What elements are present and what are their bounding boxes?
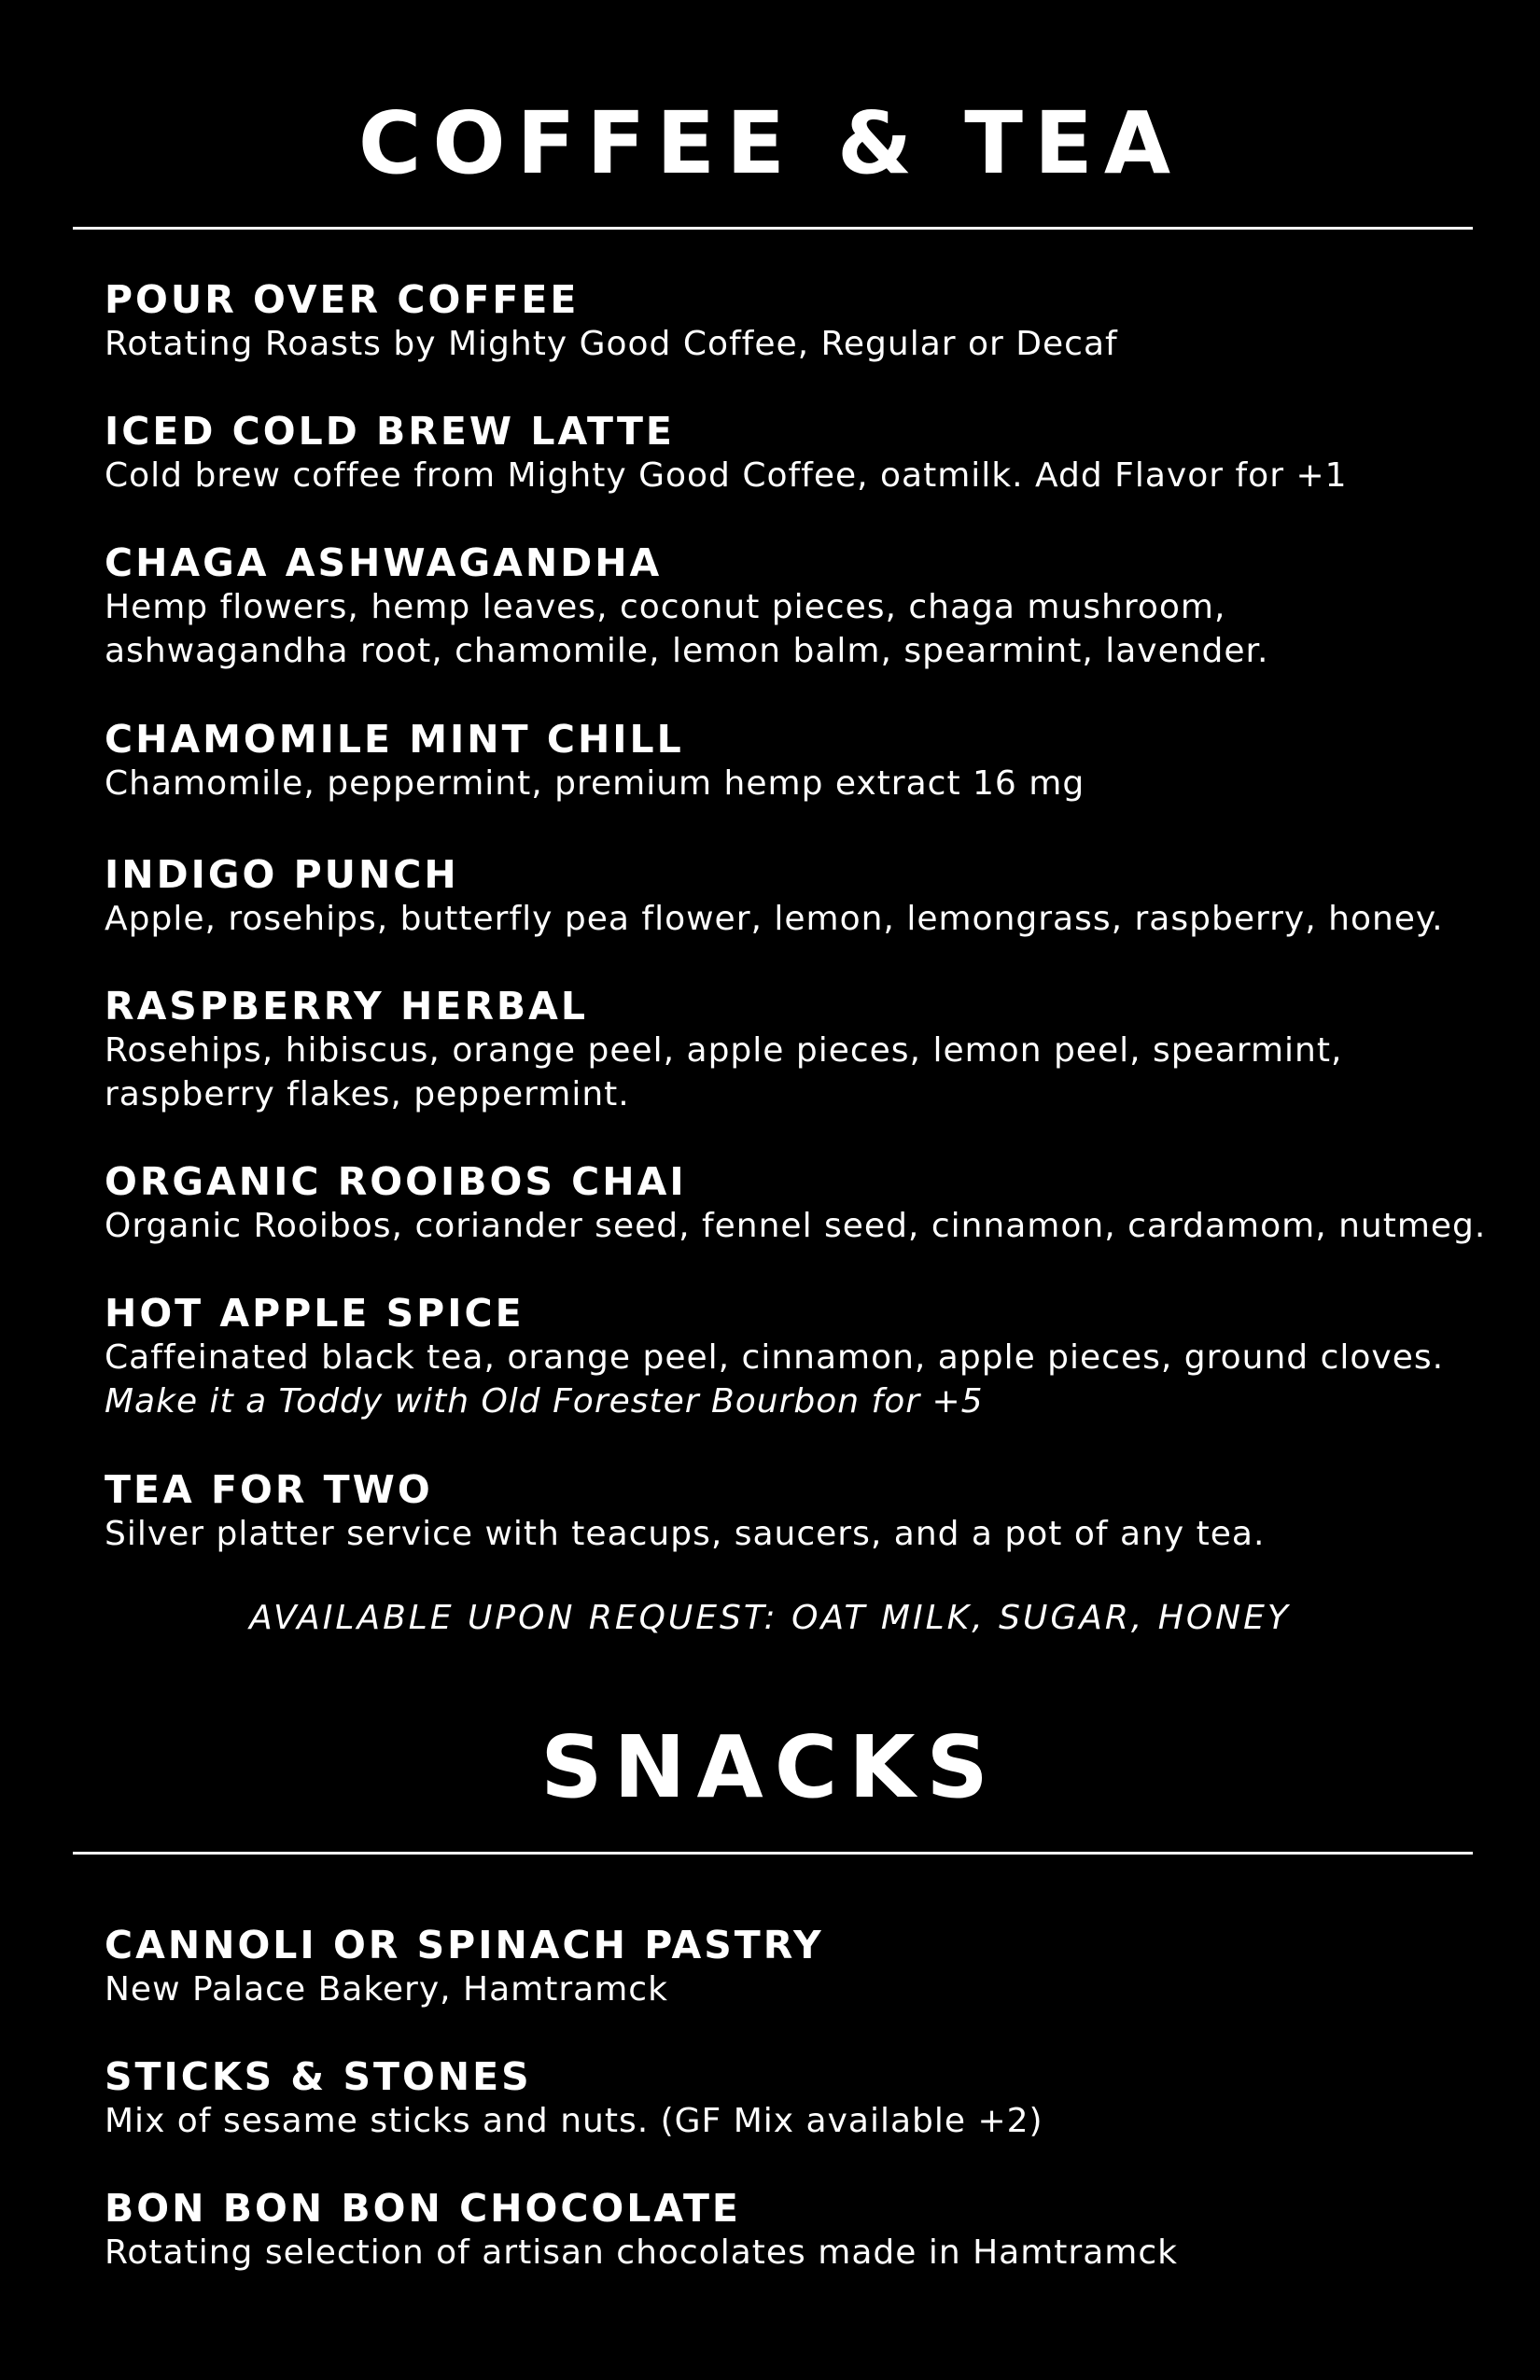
item-name: HOT APPLE SPICE	[105, 1291, 525, 1336]
item-description: Caffeinated black tea, orange peel, cinnamon, apple pieces, ground cloves.	[105, 1338, 1445, 1377]
coffee-tea-divider	[73, 227, 1473, 230]
item-name: POUR OVER COFFEE	[105, 277, 580, 322]
item-name: ORGANIC ROOIBOS CHAI	[105, 1159, 687, 1204]
snacks-divider	[73, 1852, 1473, 1855]
item-description: Silver platter service with teacups, saucers, and a pot of any tea.	[105, 1515, 1266, 1553]
item-name: RASPBERRY HERBAL	[105, 984, 588, 1029]
item-note: Make it a Toddy with Old Forester Bourbon for +5	[105, 1382, 984, 1421]
menu-item	[105, 2186, 1486, 2275]
item-name: STICKS & STONES	[105, 2054, 532, 2099]
item-description: Rosehips, hibiscus, orange peel, apple pieces, lemon peel, spearmint,	[105, 1031, 1343, 1070]
item-description: Cold brew coffee from Mighty Good Coffee, oatmilk. Add Flavor for +1	[105, 456, 1348, 495]
item-description: Mix of sesame sticks and nuts. (GF Mix available +2)	[105, 2102, 1043, 2140]
item-name: TEA FOR TWO	[105, 1467, 433, 1512]
menu-item	[105, 2054, 1486, 2143]
menu-item	[105, 1291, 1486, 1423]
item-name: CANNOLI OR SPINACH PASTRY	[105, 1923, 824, 1967]
item-description: raspberry flakes, peppermint.	[105, 1075, 630, 1113]
item-description: Hemp flowers, hemp leaves, coconut pieces, chaga mushroom,	[105, 588, 1226, 626]
menu-item	[105, 1923, 1486, 2011]
menu-item	[105, 409, 1486, 497]
menu-item	[105, 1159, 1486, 1248]
menu-item	[105, 277, 1486, 366]
item-name: INDIGO PUNCH	[105, 852, 459, 897]
item-name: ICED COLD BREW LATTE	[105, 409, 675, 454]
menu-item	[105, 540, 1486, 673]
item-description: Rotating selection of artisan chocolates made in Hamtramck	[105, 2233, 1178, 2272]
menu-item	[105, 717, 1486, 805]
item-description: Organic Rooibos, coriander seed, fennel seed, cinnamon, cardamom, nutmeg.	[105, 1207, 1487, 1245]
snacks-title: SNACKS	[540, 1717, 1000, 1817]
menu-item	[105, 852, 1486, 941]
menu-item	[105, 984, 1486, 1116]
menu-item	[105, 1467, 1486, 1556]
item-description: Chamomile, peppermint, premium hemp extract 16 mg	[105, 764, 1085, 803]
item-description: New Palace Bakery, Hamtramck	[105, 1970, 668, 2009]
coffee-tea-title: COFFEE & TEA	[357, 93, 1183, 193]
item-name: CHAGA ASHWAGANDHA	[105, 540, 663, 585]
item-description: Apple, rosehips, butterfly pea flower, lemon, lemongrass, raspberry, honey.	[105, 900, 1444, 938]
item-description: ashwagandha root, chamomile, lemon balm, spearmint, lavender.	[105, 632, 1269, 670]
item-name: BON BON BON CHOCOLATE	[105, 2186, 741, 2231]
available-upon-request-note: AVAILABLE UPON REQUEST: OAT MILK, SUGAR, HONEY	[249, 1599, 1291, 1637]
item-name: CHAMOMILE MINT CHILL	[105, 717, 684, 762]
item-description: Rotating Roasts by Mighty Good Coffee, Regular or Decaf	[105, 325, 1118, 363]
